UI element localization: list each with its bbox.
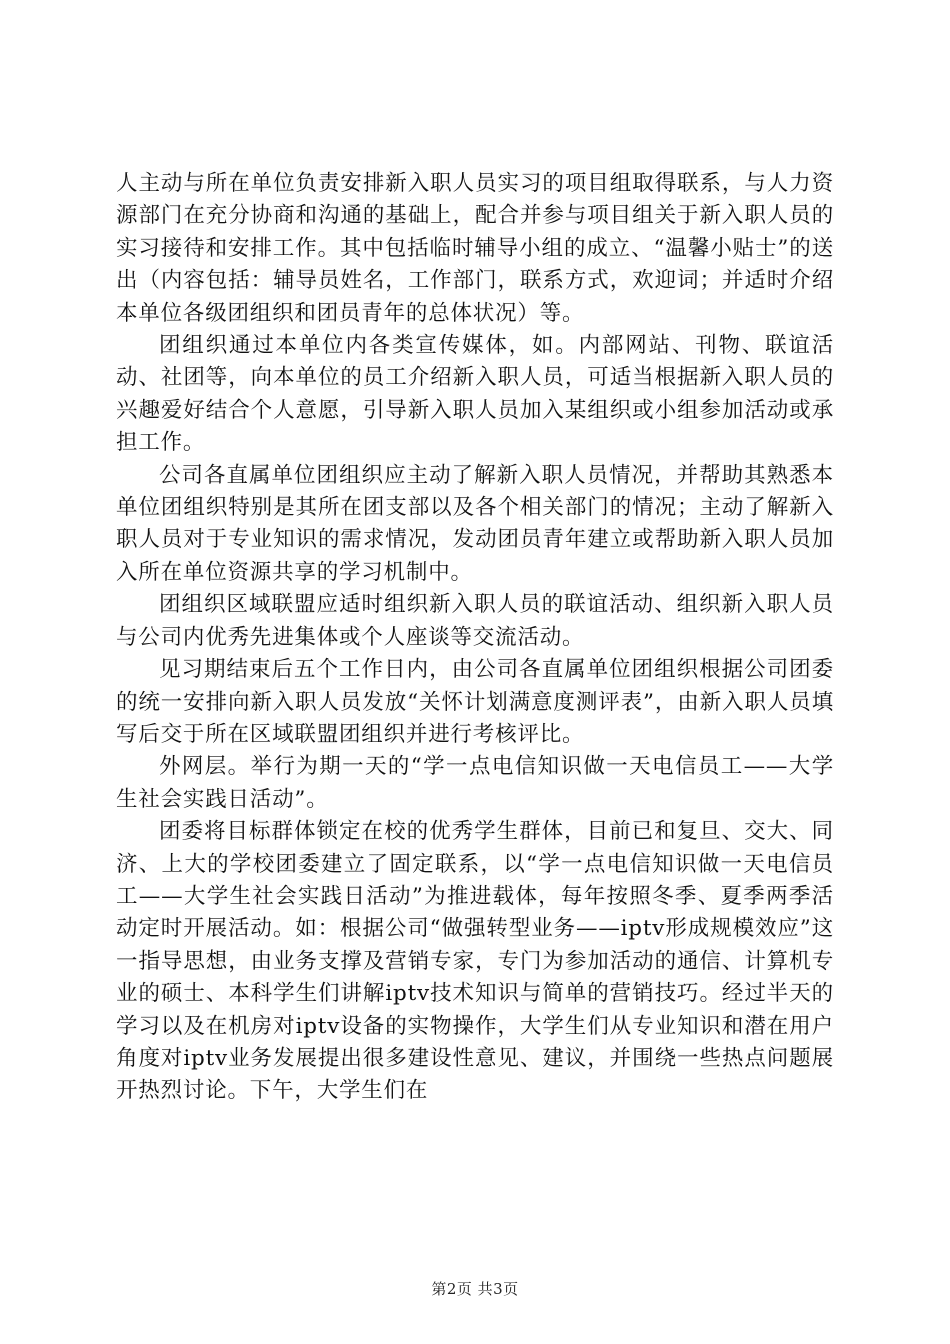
paragraph: 团委将目标群体锁定在校的优秀学生群体，目前已和复旦、交大、同济、上大的学校团委建立了固定联系，以“学一点电信知识做一天电信员工——大学生社会实践日活动”为推进载体，每年按照冬季、夏季两季活动定时开展活动。如：根据公司“做强转型业务——iptv形成规模效应”这一指导思想，由业务支撑及营销专家，专门为参加活动的通信、计算机专业的硕士、本科学生们讲解iptv技术知识与简单的营销技巧。经过半天的学习以及在机房对iptv设备的实物操作，大学生们从专业知识和潜在用户角度对iptv业务发展提出很多建设性意见、建议，并围绕一些热点问题展开热烈讨论。下午，大学生们在 [116,819,834,1104]
paragraph: 公司各直属单位团组织应主动了解新入职人员情况，并帮助其熟悉本单位团组织特别是其所在团支部以及各个相关部门的情况；主动了解新入职人员对于专业知识的需求情况，发动团员青年建立或帮助新入职人员加入所在单位资源共享的学习机制中。 [116,462,834,585]
paragraph: 见习期结束后五个工作日内，由公司各直属单位团组织根据公司团委的统一安排向新入职人员发放“关怀计划满意度测评表”，由新入职人员填写后交于所在区域联盟团组织并进行考核评比。 [116,657,834,747]
paragraph: 外网层。举行为期一天的“学一点电信知识做一天电信员工——大学生社会实践日活动”。 [116,754,834,812]
paragraph: 团组织区域联盟应适时组织新入职人员的联谊活动、组织新入职人员与公司内优秀先进集体或个人座谈等交流活动。 [116,592,834,650]
document-body [116,168,834,1108]
paragraph-continued: 人主动与所在单位负责安排新入职人员实习的项目组取得联系，与人力资源部门在充分协商和沟通的基础上，配合并参与项目组关于新入职人员的实习接待和安排工作。其中包括临时辅导小组的成立、“温馨小贴士”的送出（内容包括：辅导员姓名，工作部门，联系方式，欢迎词；并适时介绍本单位各级团组织和团员青年的总体状况）等。 [116,171,834,326]
page-footer: 第2页 共3页 [431,1280,519,1298]
paragraph: 团组织通过本单位内各类宣传媒体，如。内部网站、刊物、联谊活动、社团等，向本单位的员工介绍新入职人员，可适当根据新入职人员的兴趣爱好结合个人意愿，引导新入职人员加入某组织或小组参加活动或承担工作。 [116,333,834,456]
